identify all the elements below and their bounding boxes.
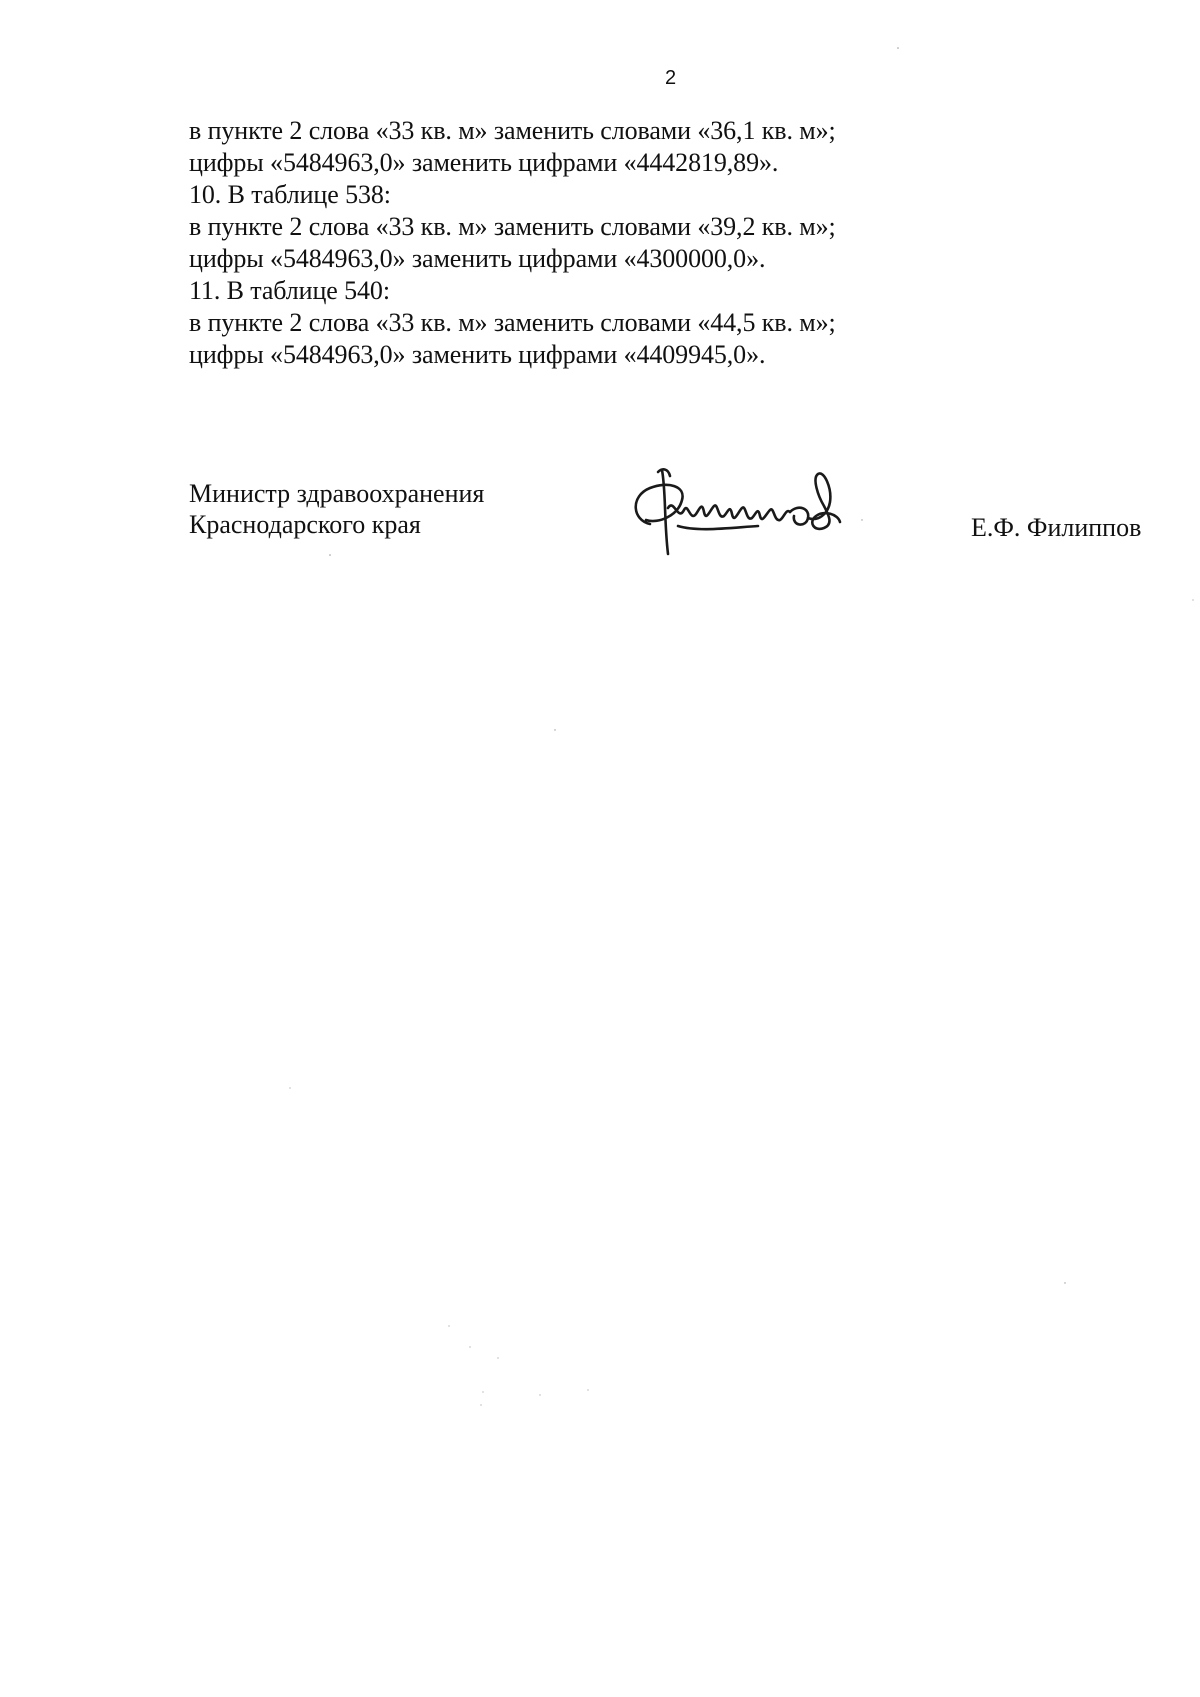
text-line: в пункте 2 слова «33 кв. м» заменить словами «44,5 кв. м»; — [189, 308, 836, 337]
signer-position — [189, 478, 484, 540]
amendment-text — [189, 115, 1149, 371]
text-line: в пункте 2 слова «33 кв. м» заменить словами «39,2 кв. м»; — [189, 212, 836, 241]
text-line: в пункте 2 слова «33 кв. м» заменить словами «36,1 кв. м»; — [189, 116, 836, 145]
text-line: цифры «5484963,0» заменить цифрами «4300000,0». — [189, 244, 766, 273]
text-line: цифры «5484963,0» заменить цифрами «4409945,0». — [189, 340, 766, 369]
signer-name: Е.Ф. Филиппов — [971, 513, 1142, 542]
text-line: 10. В таблице 538: — [189, 180, 391, 209]
signer-position-line-2: Краснодарского края — [189, 510, 421, 539]
text-line: 11. В таблице 540: — [189, 276, 390, 305]
page-number: 2 — [665, 67, 677, 89]
text-line: цифры «5484963,0» заменить цифрами «4442819,89». — [189, 148, 779, 177]
signer-position-line-1: Министр здравоохранения — [189, 479, 485, 508]
handwritten-signature — [628, 462, 878, 562]
